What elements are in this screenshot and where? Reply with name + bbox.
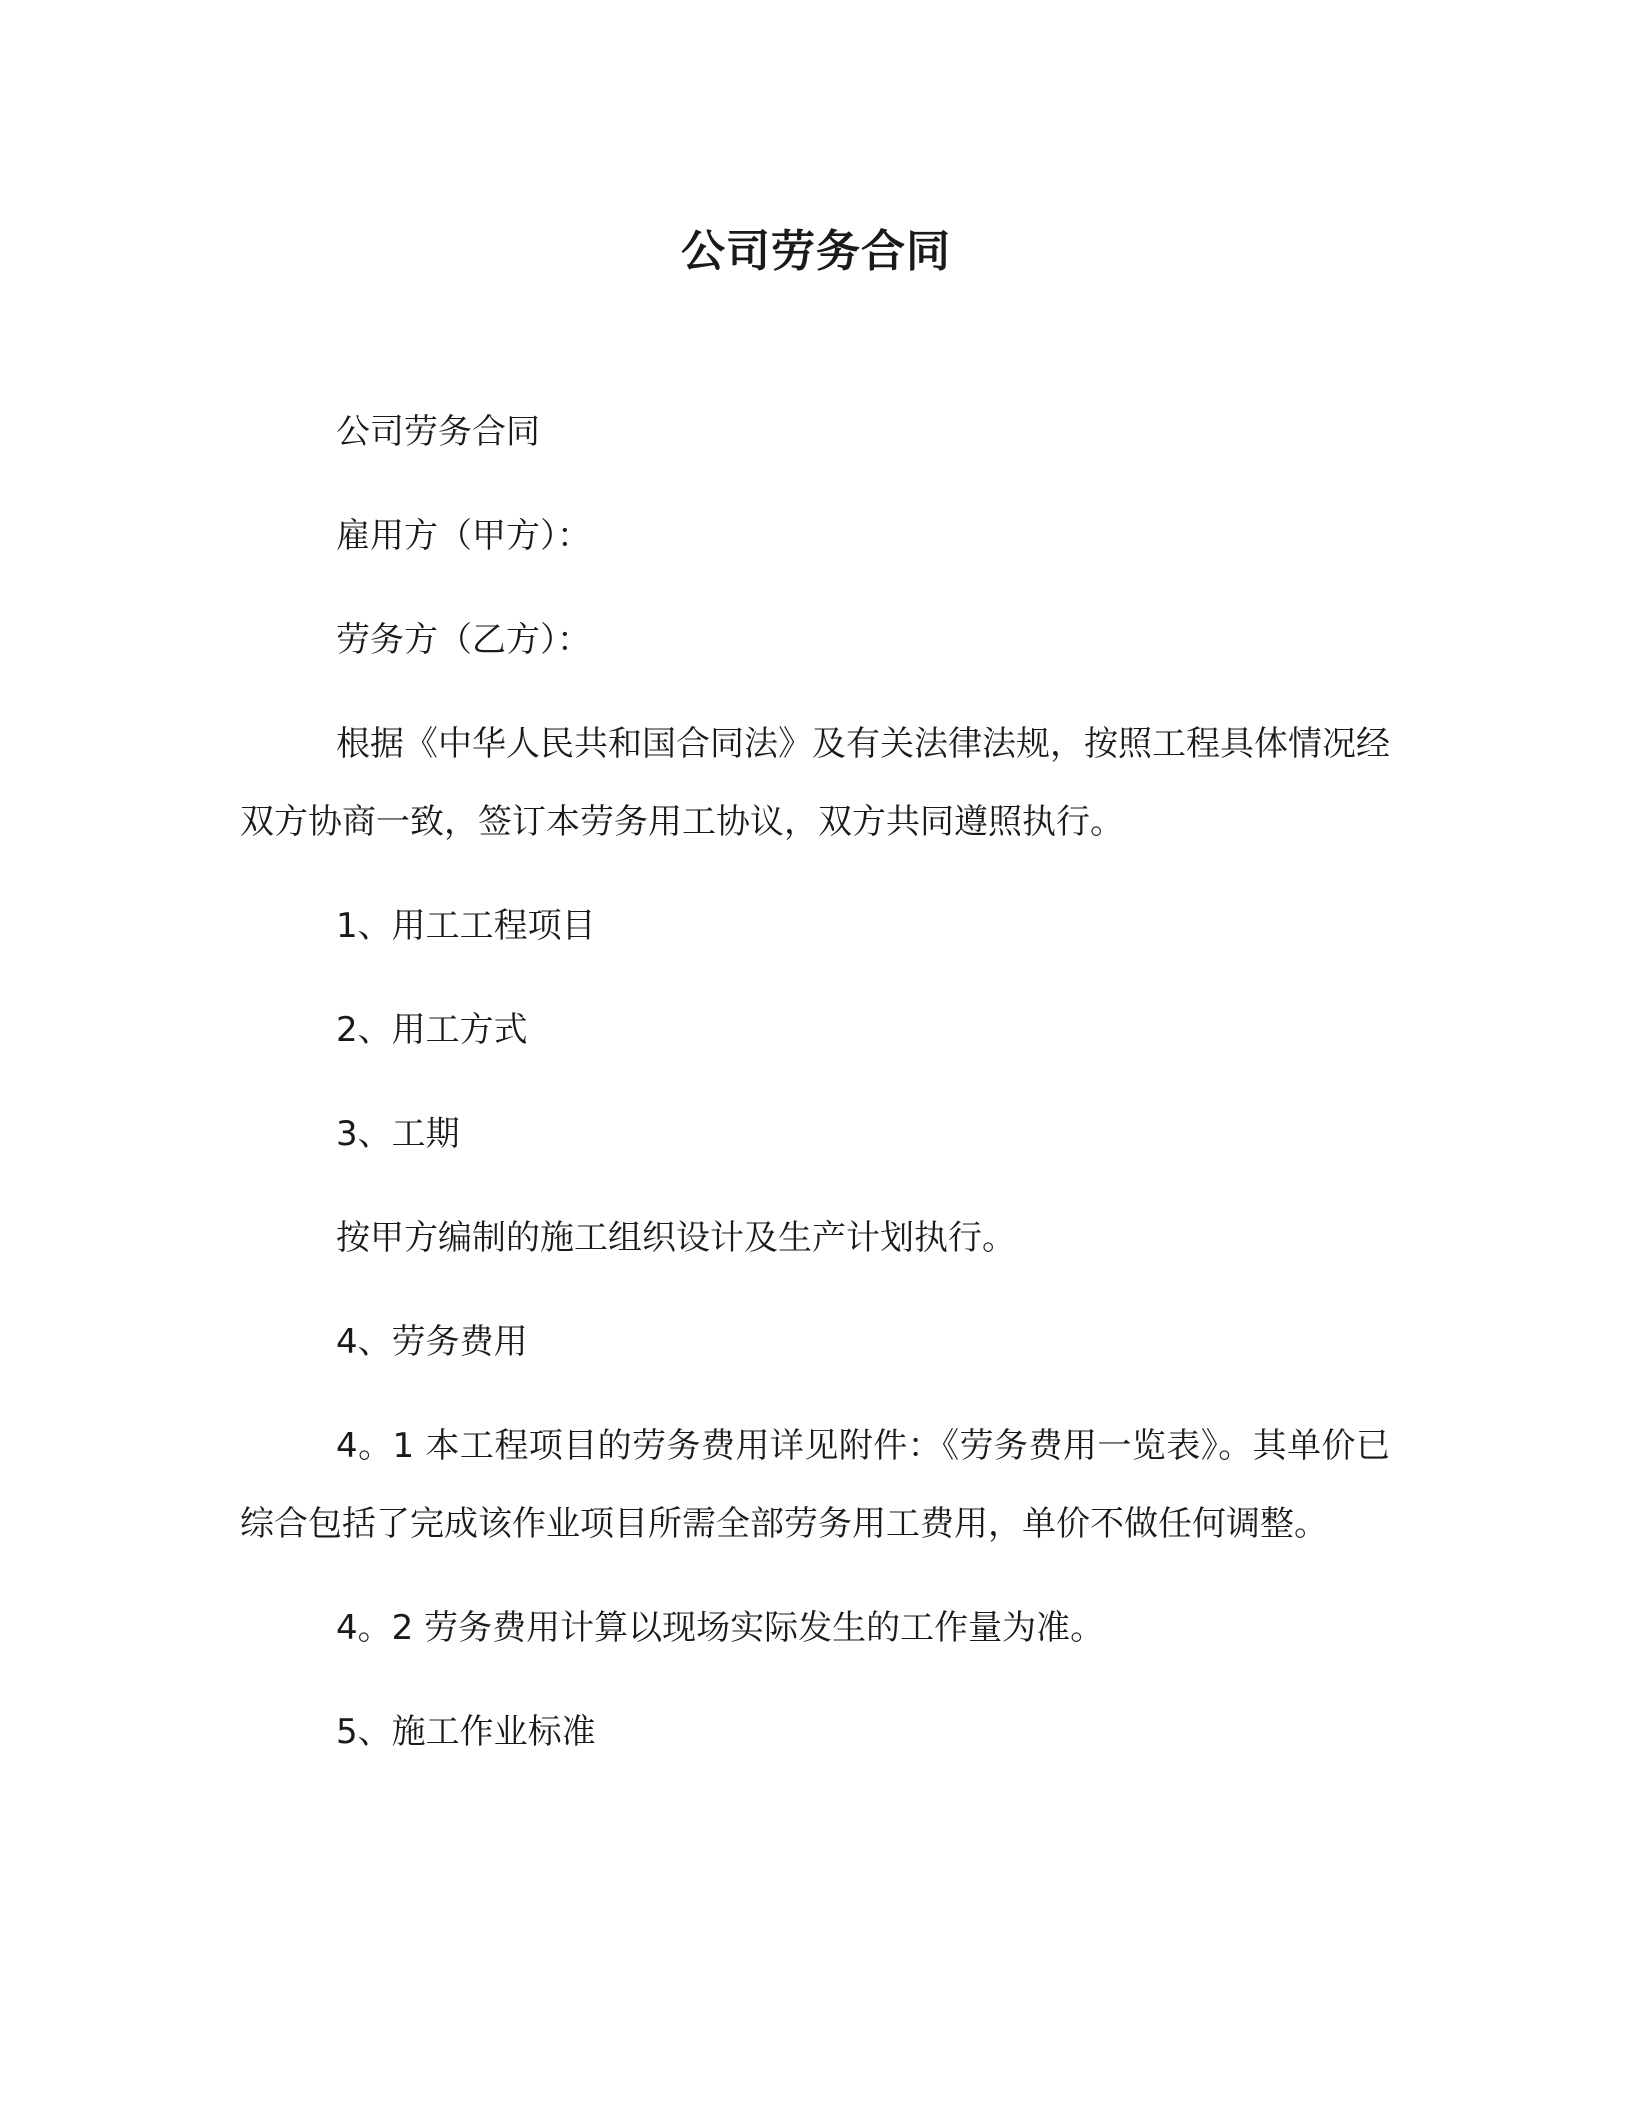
document-title: 公司劳务合同: [681, 226, 951, 277]
contract-preamble: 根据《中华人民共和国合同法》及有关法律法规，按照工程具体情况经双方协商一致，签订本劳务用工协议，双方共同遵照执行。: [240, 724, 1390, 842]
labor-party-field: 劳务方（乙方）：: [336, 620, 591, 660]
document-body: [240, 393, 1390, 1797]
section-4-heading: 4、劳务费用: [336, 1322, 528, 1362]
contract-heading: 公司劳务合同: [336, 412, 540, 452]
section-2-heading: 2、用工方式: [336, 1010, 528, 1050]
section-5-heading: 5、施工作业标准: [336, 1712, 596, 1752]
section-1-heading: 1、用工工程项目: [336, 906, 596, 946]
employer-party-field: 雇用方（甲方）：: [336, 516, 591, 556]
section-3-heading: 3、工期: [336, 1114, 460, 1154]
clause-4-1: 4。1 本工程项目的劳务费用详见附件：《劳务费用一览表》。其单价已综合包括了完成该作业项目所需全部劳务用工费用，单价不做任何调整。: [240, 1426, 1390, 1544]
clause-4-2: 4。2 劳务费用计算以现场实际发生的工作量为准。: [336, 1608, 1105, 1648]
section-3-text: 按甲方编制的施工组织设计及生产计划执行。: [336, 1218, 1016, 1258]
